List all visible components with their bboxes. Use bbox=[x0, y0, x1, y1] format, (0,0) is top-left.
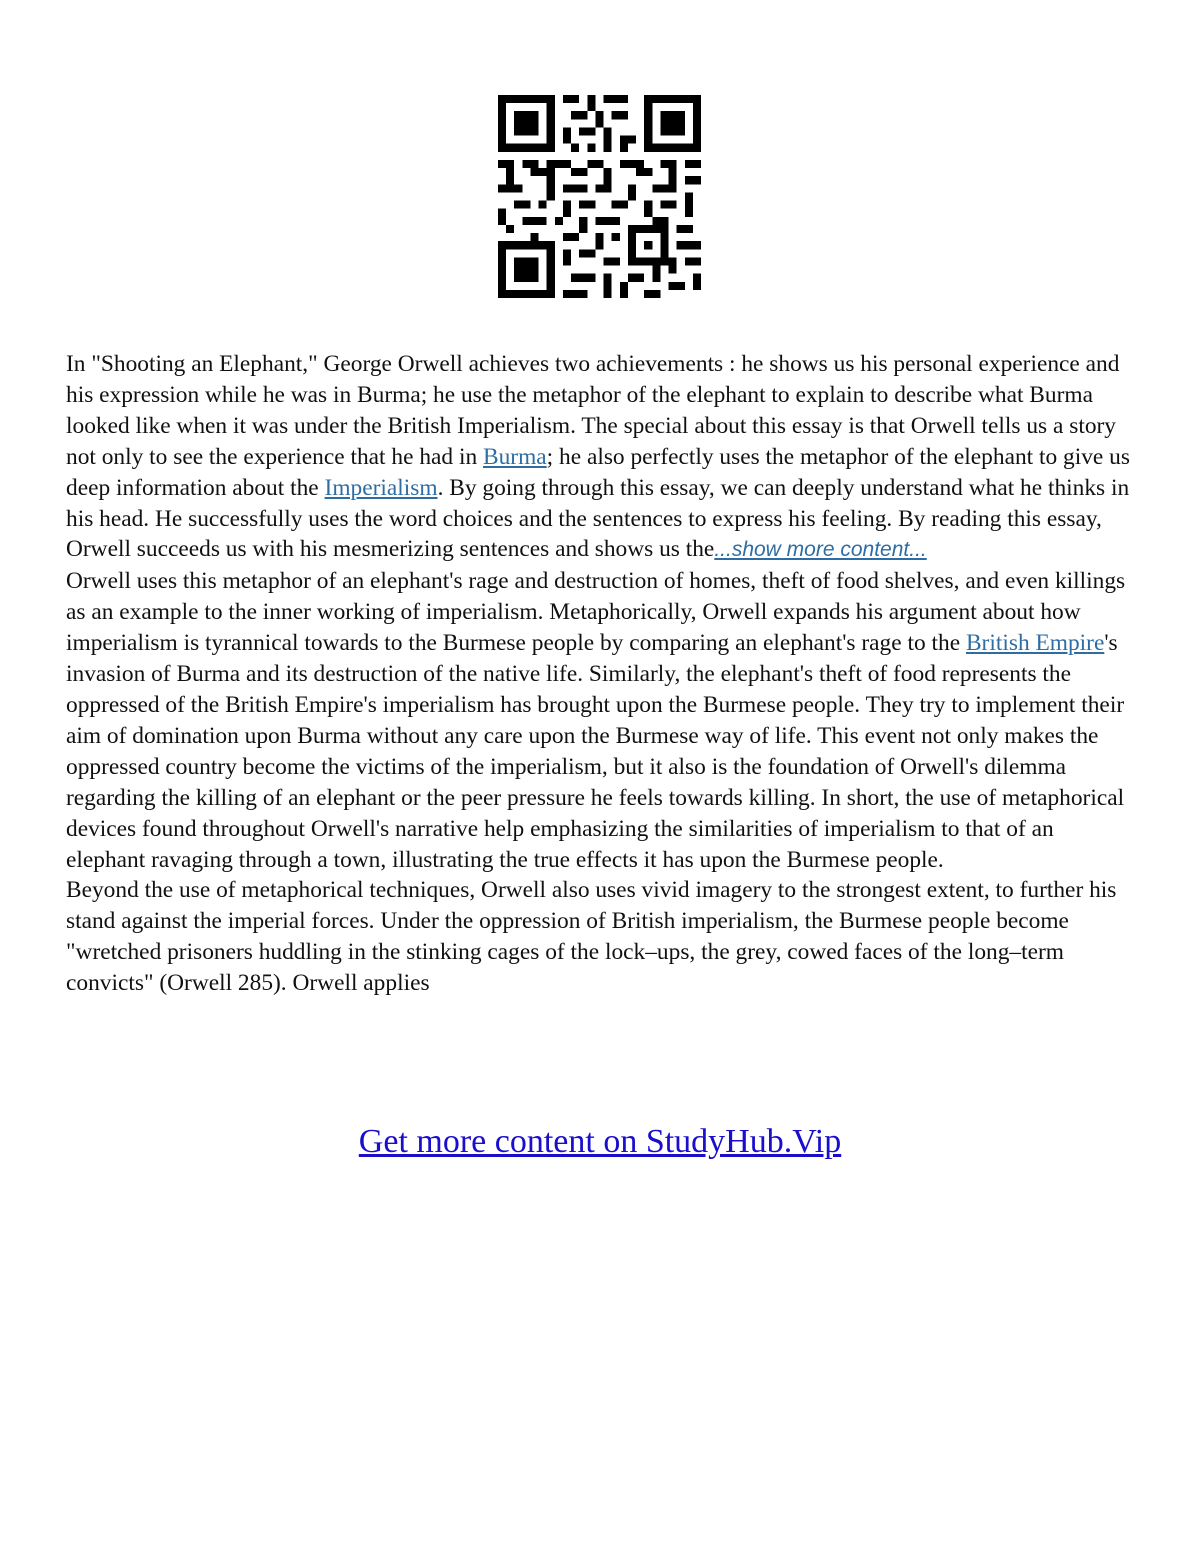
paragraph-text: Beyond the use of metaphorical techniques, Orwell also uses vivid imagery to the strongest extent, to further his stand against the imperial forces. Under the oppression of British imperialism, the Burmese people become "wretched prisoners huddling in the stinking cages of the lock–ups, the grey, cowed faces of the long–term convicts" (Orwell 285). Orwell applies bbox=[66, 877, 1117, 997]
imperialism-link[interactable]: Imperialism bbox=[324, 474, 438, 501]
show-more-link[interactable]: ...show more content... bbox=[714, 538, 927, 562]
paragraph-text: In "Shooting an Elephant," George Orwell achieves two achievements : he shows us his personal experience and his expression while he was in Burma; he use the metaphor of the elephant to explain to describe what Burma looked like when it was under the British Imperialism. The special about this essay is that Orwell tells us a story not only to see the experience that he had in bbox=[66, 351, 1120, 470]
paragraph-text: Orwell uses this metaphor of an elephant's rage and destruction of homes, theft of food shelves, and even killings as an example to the inner working of imperialism. Metaphorically, Orwell expands his argument about how imperialism is tyrannical towards to the Burmese people by comparing an elephant's rage to the bbox=[66, 568, 1126, 657]
get-more-content-link[interactable]: Get more content on StudyHub.Vip bbox=[358, 1123, 842, 1160]
british-empire-link[interactable]: British Empire bbox=[965, 630, 1105, 657]
essay-paragraph-2 bbox=[66, 566, 1138, 875]
essay-paragraph-3 bbox=[66, 875, 1138, 999]
paragraph-text: ; he also perfectly uses the metaphor of the elephant to give us deep information about the bbox=[66, 443, 1130, 501]
qr-code-icon bbox=[498, 95, 701, 298]
paragraph-text: 's invasion of Burma and its destruction of the native life. Similarly, the elephant's theft of food represents the oppressed of the British Empire's imperialism has brought upon the Burmese people. They try to implement their aim of domination upon Burma without any care upon the Burmese way of life. This event not only makes the oppressed country become the victims of the imperialism, but it also is the foundation of Orwell's dilemma regarding the killing of an elephant or the peer pressure he feels towards killing. In short, the use of metaphorical devices found throughout Orwell's narrative help emphasizing the similarities of imperialism to that of an elephant ravaging through a town, illustrating the true effects it has upon the Burmese people. bbox=[66, 630, 1125, 873]
essay-body bbox=[66, 349, 1138, 999]
paragraph-text: . By going through this essay, we can deeply understand what he thinks in his head. He successfully uses the word choices and the sentences to express his feeling. By reading this essay, Orwell succeeds us with his mesmerizing sentences and shows us the bbox=[66, 474, 1130, 563]
essay-paragraph-1 bbox=[66, 349, 1138, 566]
burma-link[interactable]: Burma bbox=[483, 443, 547, 470]
